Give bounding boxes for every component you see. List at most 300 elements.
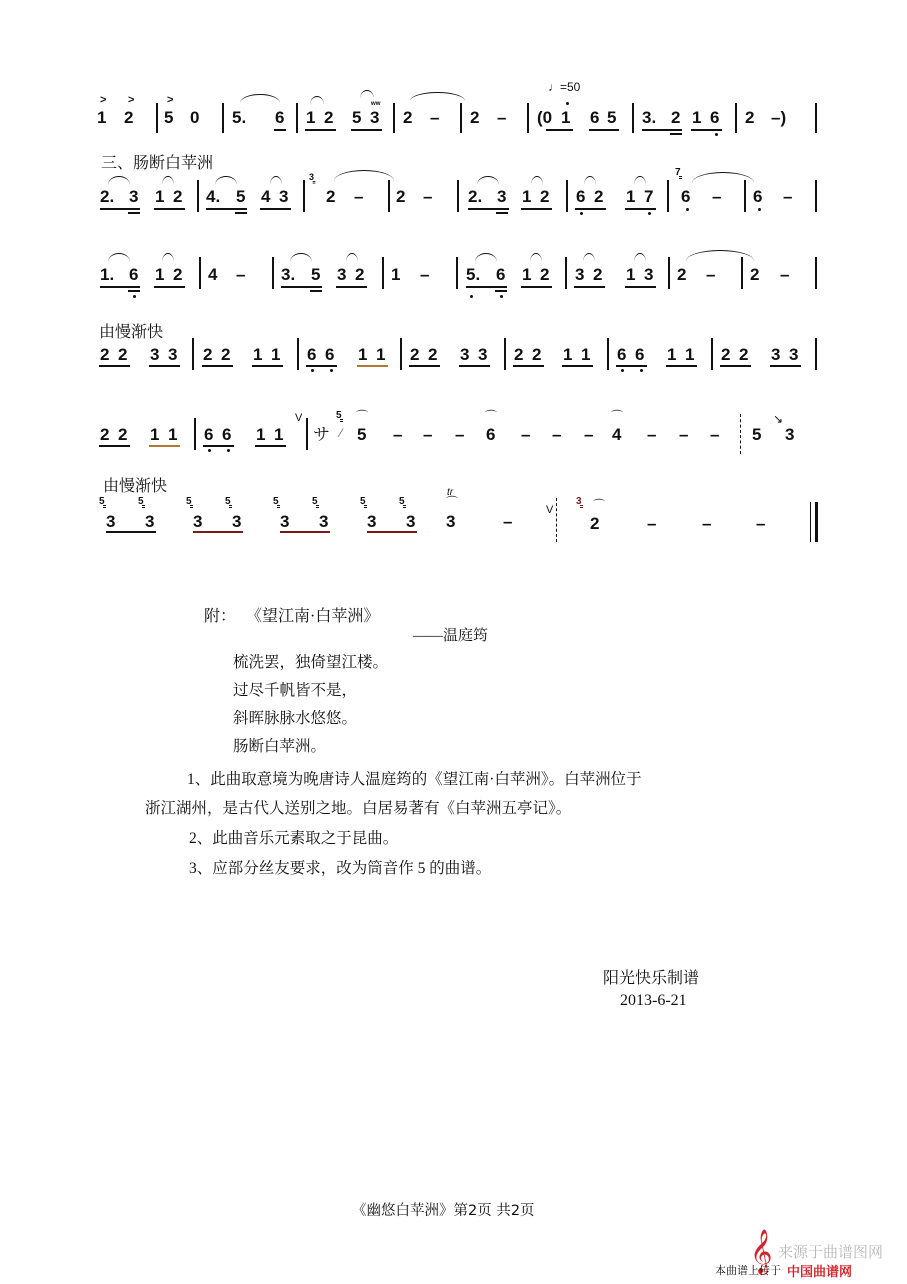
note: 1 [391,265,401,284]
underline [546,129,573,131]
note: – [423,187,433,206]
octave-dot [758,208,761,211]
note: 1 [626,265,636,284]
barline [303,180,305,212]
grace-note: 7̳ [675,167,681,178]
slur [583,253,595,262]
accent-mark: > [100,94,107,106]
note: 6 [590,108,600,127]
barline [393,103,395,133]
barline [744,180,746,212]
note: – [430,108,440,127]
poem-line: 过尽千帆皆不是， [233,682,358,699]
note: – [393,425,403,444]
note: – [423,425,433,444]
note: 5 [352,108,362,127]
note: 5. [232,108,247,127]
note: 1 [358,345,368,364]
octave-dot [470,295,473,298]
poem-author: ——温庭筠 [413,628,489,644]
barline [667,180,669,212]
appendix-heading-prefix: 附： [204,608,237,625]
note: 1 [626,187,636,206]
note: 3 [232,512,242,531]
poem-line: 斜晖脉脉水悠悠。 [233,710,358,727]
barline [815,103,817,133]
note: 3 [497,187,507,206]
note: 2 [593,265,603,284]
slur [531,176,543,185]
grace-note: 3̳ [309,172,315,182]
poem-title: 《望江南·白苹洲》 [246,608,380,625]
tie [334,170,394,181]
barline [400,338,402,370]
underline [193,531,243,533]
underline [306,365,337,367]
note: – [497,108,507,127]
note: 1 [561,108,571,127]
breath-mark: V [295,412,303,424]
octave-dot [640,369,643,372]
underline [154,286,185,288]
barline [306,418,308,450]
fermata-icon: ⌒ [356,409,369,423]
fermata-icon: ⌒ [485,409,498,423]
underline [720,365,751,367]
note: 5 [607,108,617,127]
note: 3 [280,512,290,531]
note: 1 [376,345,386,364]
note: – [236,265,246,284]
underline [310,290,322,292]
underline [305,129,336,131]
octave-dot [715,133,718,136]
slur [162,253,174,262]
note: 2 [428,345,438,364]
treble-clef-icon: 𝄞 [750,1231,773,1273]
underline [495,290,507,292]
note-paragraph: 1、此曲取意境为晚唐诗人温庭筠的《望江南·白苹洲》。白苹洲位于 [187,771,642,788]
slur [360,90,374,99]
barline [156,103,158,133]
slide-arrow: ↘ [773,412,784,426]
note: – [584,425,594,444]
note: 5. [466,265,481,284]
barline [456,257,458,289]
free-meter-symbol: サ [313,425,330,444]
watermark-uploaded: 本曲谱上传于 [715,1264,781,1277]
grace-note: 5̳ [336,410,342,421]
note: 1 [581,345,591,364]
underline [521,208,552,210]
note: 5 [236,187,246,206]
note: 6 [681,187,691,206]
note: 4 [261,187,271,206]
barline [565,257,567,289]
note: 6 [204,425,214,444]
octave-dot [330,369,333,372]
note: 3 [446,512,456,531]
section-title: 三、肠断白苹洲 [101,153,214,172]
barline [194,418,196,450]
trill-mark: tr [447,487,454,498]
underline [351,129,382,131]
note: – [647,514,657,533]
note: 1 [692,108,702,127]
note: 3 [337,265,347,284]
barline [815,338,817,370]
underline [100,208,140,210]
tempo-marking: ♩=50 [548,80,581,94]
note: – [679,425,689,444]
slur [108,176,130,185]
barline [460,103,462,133]
note: 1 [253,345,263,364]
note: 3. [642,108,657,127]
slur [530,253,542,262]
underline [357,365,388,367]
note: (0 [537,108,553,127]
grace-note: 5̳ [99,496,105,507]
note: 2 [324,108,334,127]
barline [199,257,201,289]
underline [459,365,490,367]
barline [457,180,459,212]
barline [272,257,274,289]
note: 2 [173,265,183,284]
underline [770,365,801,367]
note: 6 [496,265,506,284]
note: 2 [100,345,110,364]
note: 2 [221,345,231,364]
slur [270,176,282,185]
slur [475,253,497,262]
fermata-icon: ⌒ [593,498,606,512]
poem-line: 肠断白苹洲。 [233,738,327,755]
slur [215,176,237,185]
underline [336,286,367,288]
accent-mark: > [128,94,135,106]
note: 2. [468,187,483,206]
fermata-icon: ⌒ [446,495,459,509]
octave-dot [208,449,211,452]
note: – [503,512,513,531]
underline [521,286,552,288]
underline [100,286,140,288]
note: – [712,187,722,206]
note: 6 [617,345,627,364]
note: 3 [789,345,799,364]
tie [686,250,754,261]
slur [346,253,358,262]
note: – [521,425,531,444]
note: 3 [771,345,781,364]
underline [670,133,682,135]
note: 2 [118,425,128,444]
grace-note: 5̳ [273,496,279,507]
note: – [756,514,766,533]
grace-note: 5̳ [360,496,366,507]
note: 6 [635,345,645,364]
note-paragraph: 浙江湖州，是古代人送别之地。白居易著有《白苹洲五亭记》。 [145,800,572,817]
slur [108,253,130,262]
octave-dot [133,295,136,298]
underline [496,212,508,214]
note: 7 [644,187,654,206]
arrangement-date: 2013-6-21 [620,992,687,1009]
grace-note: 5̳ [399,496,405,507]
note: – [780,265,790,284]
note: 3 [145,512,155,531]
note: 6 [486,425,496,444]
note: 2 [540,265,550,284]
final-barline-thin [810,502,811,542]
note: 3 [193,512,203,531]
note: 2 [326,187,336,206]
underline [99,445,130,447]
note: 5 [357,425,367,444]
note: 1 [168,425,178,444]
underline [367,531,417,533]
note: – [783,187,793,206]
note: 5 [311,265,321,284]
underline [252,365,283,367]
underline [128,290,140,292]
note: 2 [750,265,760,284]
note: 2 [203,345,213,364]
octave-dot [621,369,624,372]
underline [235,212,247,214]
underline [106,531,156,533]
note: 2 [677,265,687,284]
barline [711,338,713,370]
underline [562,365,593,367]
note: 6 [275,108,285,127]
underline [154,208,185,210]
note: 2 [396,187,406,206]
page-footer: 《幽悠白苹洲》第2页 共2页 [352,1203,535,1219]
barline [197,180,199,212]
note: 3 [106,512,116,531]
final-barline-thick [815,502,818,542]
note: 6 [307,345,317,364]
accent-mark: > [167,94,174,106]
note: 6 [129,265,139,284]
octave-dot [311,369,314,372]
underline [280,531,330,533]
tempo-label: 由慢渐快 [103,476,168,495]
underline [202,365,233,367]
note: 2 [355,265,365,284]
tie [410,92,465,101]
fermata-icon: ⌒ [611,409,624,423]
note: – [706,265,716,284]
note: 2 [594,187,604,206]
underline [128,212,140,214]
note: 6 [753,187,763,206]
barline [297,338,299,370]
slur [162,176,174,185]
barline [668,257,670,289]
note: – [702,514,712,533]
grace-note: 3̳ [576,496,582,507]
note: 3 [575,265,585,284]
slur [634,253,646,262]
note: 6 [710,108,720,127]
barline [815,180,817,212]
grace-note: 5̳ [138,496,144,507]
dashed-barline [556,498,557,542]
glissando-mark: ⁄ [340,426,343,440]
note: 2 [532,345,542,364]
octave-dot [686,208,689,211]
poem-line: 梳洗罢，独倚望江楼。 [233,654,389,671]
note: 1 [563,345,573,364]
underline [149,365,180,367]
underline [203,445,234,447]
note: 6 [325,345,335,364]
note: 2 [739,345,749,364]
barline [607,338,609,370]
underline [281,286,322,288]
note: 1 [271,345,281,364]
barline [192,338,194,370]
underline [466,286,507,288]
note: 1 [97,108,107,127]
note: 2 [410,345,420,364]
tempo-label: 由慢渐快 [99,322,164,341]
octave-dot [500,295,503,298]
note: 1 [256,425,266,444]
underline [575,208,606,210]
note: 1 [306,108,316,127]
slur [310,96,324,105]
note: 2 [590,514,600,533]
underline [206,208,247,210]
grace-note: 5̳ [225,496,231,507]
watermark-source: 来源于曲谱图网 [778,1243,884,1261]
slur [477,176,499,185]
note: 4. [206,187,221,206]
slur [584,176,596,185]
barline [527,103,529,133]
note: 1 [155,187,165,206]
note: 2 [671,108,681,127]
barline [735,103,737,133]
note: 3 [478,345,488,364]
underline [625,286,656,288]
barline [222,103,224,133]
note: 3 [644,265,654,284]
octave-dot [227,449,230,452]
note: – [354,187,364,206]
note: 6 [576,187,586,206]
note: 3. [281,265,296,284]
underline [260,208,291,210]
note: 3 [367,512,377,531]
note: 2 [514,345,524,364]
note: 5 [752,425,762,444]
barline [566,180,568,212]
underline [149,445,180,447]
note: – [455,425,465,444]
note: 2 [540,187,550,206]
note: 2 [470,108,480,127]
underline [666,365,697,367]
note: 2. [100,187,115,206]
note: 1 [522,187,532,206]
note: 3 [150,345,160,364]
watermark-brand: 中国曲谱网 [787,1265,853,1280]
octave-dot [580,212,583,215]
note: 2 [173,187,183,206]
note: 2 [745,108,755,127]
note: 2 [403,108,413,127]
note: 3 [460,345,470,364]
barline [741,257,743,289]
underline [691,129,722,131]
note: 3 [129,187,139,206]
note: –) [771,108,787,127]
barline [382,257,384,289]
note: 6 [222,425,232,444]
note: 3 [785,425,795,444]
note: 2 [721,345,731,364]
note: 2 [100,425,110,444]
barline [632,103,634,133]
note: 5 [164,108,174,127]
underline [409,365,440,367]
note: – [710,425,720,444]
note: – [552,425,562,444]
note: 1 [274,425,284,444]
mordent-mark: ʷʷ [371,99,381,109]
note: – [647,425,657,444]
note: 1. [100,265,115,284]
note: 2 [118,345,128,364]
note: 4 [612,425,622,444]
underline [574,286,605,288]
grace-note: 5̳ [186,496,192,507]
underline [589,129,619,131]
note: 3 [406,512,416,531]
note: 1 [522,265,532,284]
breath-mark: V [546,504,554,516]
slur [240,94,280,103]
note: 4 [208,265,218,284]
note-paragraph: 3、应部分丝友要求，改为筒音作 5 的曲谱。 [189,860,492,877]
grace-note: 5̳ [312,496,318,507]
note: 0 [190,108,200,127]
note: 3 [279,187,289,206]
note: 2 [124,108,134,127]
underline [255,445,286,447]
slur [634,176,646,185]
note: 3 [319,512,329,531]
note: 3 [370,108,380,127]
barline [504,338,506,370]
note: 3 [168,345,178,364]
slur [290,253,312,262]
note: 1 [155,265,165,284]
underline [468,208,509,210]
underline [616,365,647,367]
underline [99,365,130,367]
underline [625,208,656,210]
octave-dot [648,212,651,215]
underline [642,129,682,131]
dashed-barline [740,414,741,454]
